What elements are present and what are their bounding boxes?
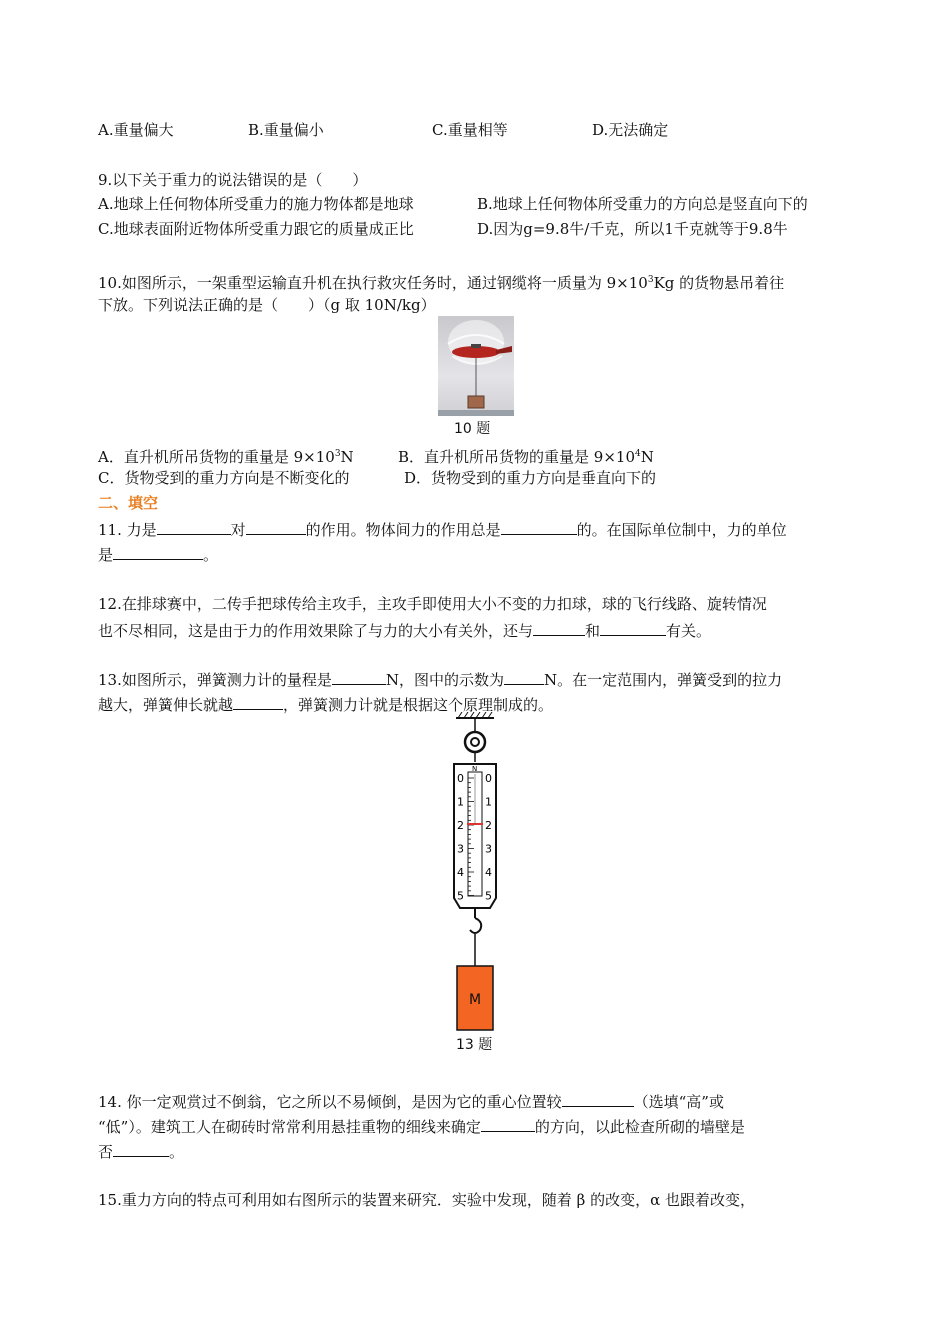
gauge-tick-label-right: 4	[485, 866, 492, 879]
q12-blank-2[interactable]	[600, 619, 666, 636]
q9-option-c: C.地球表面附近物体所受重力跟它的质量成正比	[98, 220, 414, 238]
gauge-tick-label-right: 2	[485, 819, 492, 832]
section-heading-fill-in: 二、填空	[98, 494, 159, 512]
gauge-tick-label-left: 0	[457, 772, 464, 785]
q13-line2: 越大，弹簧伸长就越 ，弹簧测力计就是根据这个原理制成的。	[98, 693, 553, 715]
q12-line1: 12.在排球赛中，二传手把球传给主攻手，主攻手即使用大小不变的力扣球，球的飞行线路、旋转情况	[98, 595, 767, 613]
gauge-tick-label-left: 5	[457, 889, 464, 903]
q12-line2: 也不尽相同，这是由于力的作用效果除了与力的大小有关外，还与 和 有关。	[98, 619, 711, 641]
gauge-tick-label-left: 4	[457, 866, 464, 879]
gauge-tick-label-left: 2	[457, 819, 464, 832]
q11-blank-3[interactable]	[501, 518, 577, 535]
q14-blank-2[interactable]	[481, 1115, 535, 1132]
helicopter-image	[438, 316, 514, 416]
q14-blank-3[interactable]	[113, 1140, 169, 1157]
q15-line1: 15.重力方向的特点可利用如右图所示的装置来研究．实验中发现，随着 β 的改变，α 也跟着改变，	[98, 1191, 755, 1209]
q14-blank-1[interactable]	[562, 1090, 634, 1107]
weight-label: M	[468, 992, 482, 1008]
q10-stem-line1: 10.如图所示，一架重型运输直升机在执行救灾任务时，通过钢缆将一质量为 $9\times 10^3Kg$ 的货物悬吊着往	[98, 274, 785, 292]
q9-option-d: D.因为g=9.8牛/千克，所以1千克就等于9.8牛	[477, 220, 788, 238]
gauge-tick-label-right: 1	[485, 795, 492, 809]
q13-line1: 13.如图所示，弹簧测力计的量程是 N，图中的示数为 N。在一定范围内，弹簧受到的拉力	[98, 668, 782, 690]
gauge-tick-label-right: 3	[485, 842, 492, 856]
q13-figure-caption: 13 题	[456, 1037, 493, 1053]
gauge-tick-label-left: 1	[457, 795, 464, 809]
helicopter-figure	[438, 316, 514, 416]
q10-option-d: D．货物受到的重力方向是垂直向下的	[404, 469, 657, 487]
q10-figure-caption: 10 题	[454, 421, 491, 437]
spring-scale-diagram	[440, 712, 510, 1032]
spring-scale-figure	[440, 712, 510, 1032]
gauge-unit-label: N	[472, 765, 478, 773]
gauge-tick-label-right: 5	[485, 889, 492, 903]
q10-stem-line2: 下放。下列说法正确的是（ ）（g 取 10N/kg）	[98, 296, 436, 314]
q13-blank-3[interactable]	[233, 693, 283, 710]
gauge-tick-label-left: 3	[457, 842, 464, 856]
q10-option-b: B．直升机所吊货物的重量是 $9\times 10^4N$	[398, 448, 654, 466]
q14-line1: 14. 你一定观赏过不倒翁，它之所以不易倾倒，是因为它的重心位置较 （选填“高”或	[98, 1090, 724, 1112]
q8-option-a: A.重量偏大	[98, 121, 174, 139]
q8-option-b: B.重量偏小	[248, 121, 324, 139]
q9-option-b: B.地球上任何物体所受重力的方向总是竖直向下的	[477, 195, 808, 213]
q11-blank-2[interactable]	[246, 518, 306, 535]
q11-line2: 是 。	[98, 543, 218, 565]
q10-option-a: A．直升机所吊货物的重量是 $9\times 10^3N$	[98, 448, 354, 466]
q13-blank-2[interactable]	[504, 668, 544, 685]
gauge-tick-label-right: 0	[485, 772, 492, 785]
q11-blank-4[interactable]	[113, 543, 203, 560]
q14-line3: 否 。	[98, 1140, 184, 1162]
q11-blank-1[interactable]	[157, 518, 231, 535]
q8-option-c: C.重量相等	[432, 121, 508, 139]
q8-option-d: D.无法确定	[592, 121, 669, 139]
q9-option-a: A.地球上任何物体所受重力的施力物体都是地球	[98, 195, 414, 213]
q9-stem: 9.以下关于重力的说法错误的是（ ）	[98, 171, 368, 189]
q10-option-c: C．货物受到的重力方向是不断变化的	[98, 469, 350, 487]
q13-blank-1[interactable]	[332, 668, 386, 685]
q12-blank-1[interactable]	[533, 619, 585, 636]
q14-line2: “低”）。建筑工人在砌砖时常常利用悬挂重物的细线来确定 的方向，以此检查所砌的墙壁是	[98, 1115, 745, 1137]
q11-line1: 11. 力是 对 的作用。物体间力的作用总是 的。在国际单位制中，力的单位	[98, 518, 787, 540]
